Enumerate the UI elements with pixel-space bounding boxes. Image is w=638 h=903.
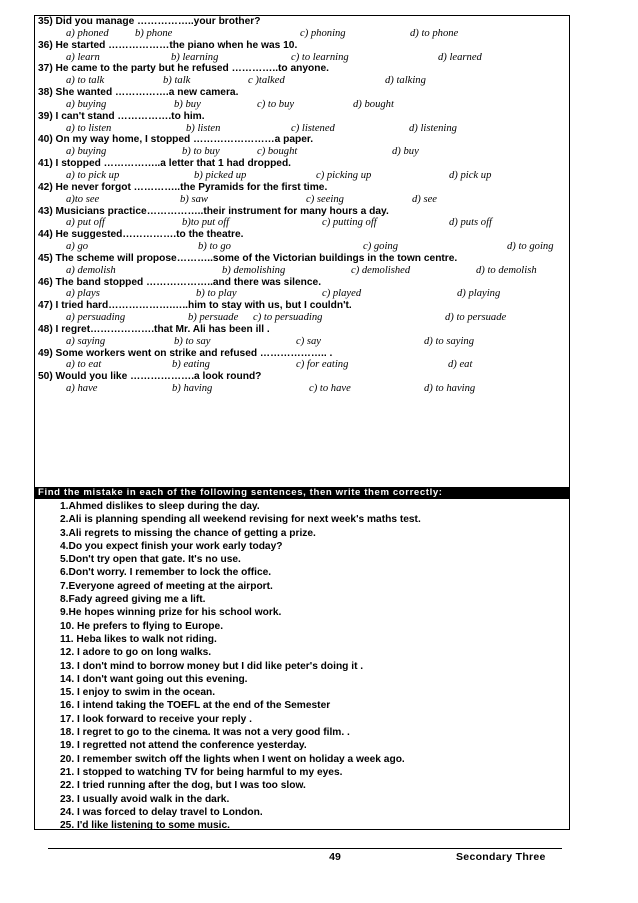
option-d: d) see [412,193,437,205]
option-a: a) buying [66,146,107,158]
footer-label: Secondary Three [456,851,546,863]
options-row [38,383,568,395]
mistake-sentence: 24. I was forced to delay travel to London. [60,806,263,818]
option-b: b) to go [198,241,231,253]
options-row [38,359,568,371]
mistake-sentence: 18. I regret to go to the cinema. It was not a very good film. . [60,727,350,739]
option-b: b) listen [186,122,221,134]
option-b: b)to put off [182,217,230,229]
question-text: 47) I tried hard……………….…..him to stay with us, but I couldn't. [38,300,352,312]
option-b: b) having [172,383,213,395]
option-c: c) for eating [296,359,349,371]
mistake-sentence: 21. I stopped to watching TV for being harmful to my eyes. [60,766,343,778]
option-a: a) phoned [66,27,109,39]
options-row [38,123,568,135]
mistake-sentence: 8.Fady agreed giving me a lift. [60,594,206,606]
option-b: b) buy [174,98,201,110]
options-row [38,336,568,348]
question-text: 48) I regret……………….that Mr. Ali has been ill . [38,323,270,335]
options-row [38,75,568,87]
option-b: b) picked up [194,169,247,181]
option-d: d) bought [353,98,394,110]
option-a: a) learn [66,51,100,63]
option-c: c )talked [248,75,285,87]
question-text: 46) The band stopped ………………..and there was silence. [38,276,322,288]
question-text: 43) Musicians practice……………..their instrument for many hours a day. [38,205,389,217]
option-b: b) to play [196,288,237,300]
options-row [38,99,568,111]
option-a: a) demolish [66,264,116,276]
option-d: d) to phone [410,27,459,39]
mistake-sentence: 23. I usually avoid walk in the dark. [60,793,230,805]
option-a: a) saying [66,335,106,347]
option-b: b) learning [171,51,219,63]
question-text: 42) He never forgot …………..the Pyramids for the first time. [38,181,328,193]
option-c: c) to have [309,383,351,395]
option-c: c) going [363,241,399,253]
option-c: c) putting off [322,217,377,229]
option-a: a) to talk [66,75,105,87]
option-d: d) learned [438,51,482,63]
options-row [38,265,568,277]
option-a: a) persuading [66,312,126,324]
options-row [38,146,568,158]
mistake-sentence: 22. I tried running after the dog, but I was too slow. [60,780,306,792]
option-d: d) eat [448,359,473,371]
option-a: a) go [66,241,89,253]
option-a: a) to listen [66,122,112,134]
mistake-sentence: 25. I'd like listening to some music. [60,820,230,832]
option-a: a) to eat [66,359,102,371]
option-d: d) puts off [449,217,492,229]
option-c: c) seeing [306,193,344,205]
mistake-sentence: 10. He prefers to flying to Europe. [60,620,224,632]
option-d: d) to going [507,241,554,253]
option-c: c) played [322,288,362,300]
mistake-sentence: 3.Ali regrets to missing the chance of getting a prize. [60,527,316,539]
option-b: b) phone [135,27,173,39]
option-d: d) to saying [424,335,475,347]
option-c: c) say [296,335,321,347]
mcq-section [38,16,568,395]
mistake-sentence: 4.Do you expect finish your work early today? [60,540,283,552]
options-row [38,170,568,182]
mistake-sentence: 13. I don't mind to borrow money but I did like peter's doing it . [60,660,364,672]
option-a: a)to see [66,193,100,205]
mistake-sentence: 2.Ali is planning spending all weekend revising for next week's maths test. [60,514,421,526]
option-a: a) have [66,383,98,395]
mistake-sentence: 20. I remember switch off the lights when I went on holiday a week ago. [60,753,405,765]
option-c: c) picking up [316,169,372,181]
mistake-sentence: 6.Don't worry. I remember to lock the office. [60,567,272,579]
mistake-sentence: 17. I look forward to receive your reply . [60,713,252,725]
option-b: b) demolishing [222,264,286,276]
option-d: d) playing [457,288,501,300]
option-a: a) to pick up [66,169,120,181]
option-a: a) buying [66,98,107,110]
options-row [38,312,568,324]
options-row [38,288,568,300]
options-row [38,217,568,229]
question-text: 45) The scheme will propose………..some of the Victorian buildings in the town centre. [38,252,458,264]
option-b: b) to buy [182,146,220,158]
question-text: 44) He suggested…………….to the theatre. [38,229,244,241]
mistake-sentence: 11. Heba likes to walk not riding. [60,633,217,645]
mistakes-section [60,500,565,832]
question-text: 35) Did you manage ……………..your brother? [38,16,261,27]
options-row [38,28,568,40]
mistake-sentence: 12. I adore to go on long walks. [60,647,212,659]
option-d: d) pick up [449,169,492,181]
option-c: c) listened [291,122,335,134]
option-a: a) put off [66,217,105,229]
option-c: c) to buy [257,98,295,110]
option-d: d) to persuade [445,312,507,324]
option-d: d) buy [392,146,419,158]
mistake-sentence: 5.Don't try open that gate. It's no use. [60,554,241,566]
question-text: 38) She wanted …………….a new camera. [38,87,239,99]
question-text: 49) Some workers went on strike and refused ……………….. . [38,347,333,359]
option-c: c) demolished [351,264,411,276]
options-row [38,52,568,64]
mistake-sentence: 9.He hopes winning prize for his school work. [60,607,282,619]
question-text: 39) I can't stand …………….to him. [38,110,205,122]
question-text: 36) He started ………………the piano when he was 10. [38,39,298,51]
mistake-sentence: 1.Ahmed dislikes to sleep during the day. [60,501,260,512]
instruction-bar: Find the mistake in each of the following sentences, then write them correctly: [34,487,570,499]
mistake-sentence: 14. I don't want going out this evening. [60,673,248,685]
option-d: d) talking [385,75,426,87]
option-b: b) eating [172,359,210,371]
mistake-sentence: 16. I intend taking the TOEFL at the end of the Semester [60,700,331,712]
question-text: 40) On my way home, I stopped ……………………a paper. [38,134,314,146]
option-c: c) bought [257,146,298,158]
option-b: b) saw [180,193,208,205]
mistake-sentence: 19. I regretted not attend the conference yesterday. [60,740,307,752]
footer-rule [48,848,562,849]
option-b: b) persuade [188,312,239,324]
option-b: b) talk [163,75,191,87]
option-d: d) to demolish [476,264,537,276]
option-d: d) listening [409,122,457,134]
options-row [38,241,568,253]
option-d: d) to having [424,383,476,395]
option-b: b) to say [174,335,211,347]
option-c: c) to persuading [253,312,323,324]
page-number: 49 [329,851,341,863]
question-text: 50) Would you like ……………….a look round? [38,371,262,383]
question-text: 37) He came to the party but he refused …………..to anyone. [38,63,329,75]
option-a: a) plays [66,288,100,300]
mistake-sentence: 15. I enjoy to swim in the ocean. [60,687,216,699]
option-c: c) to learning [291,51,349,63]
mistake-sentence: 7.Everyone agreed of meeting at the airport. [60,580,273,592]
option-c: c) phoning [300,27,346,39]
options-row [38,194,568,206]
question-text: 41) I stopped ……………..a letter that 1 had dropped. [38,158,292,170]
